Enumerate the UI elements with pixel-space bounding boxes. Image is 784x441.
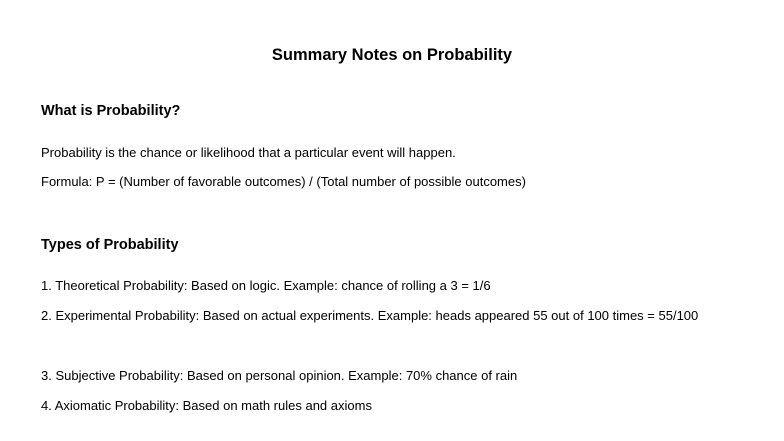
section-heading-what-is-probability: What is Probability? — [41, 103, 181, 119]
list-item-theoretical: 1. Theoretical Probability: Based on logic. Example: chance of rolling a 3 = 1/6 — [41, 278, 491, 293]
paragraph-definition: Probability is the chance or likelihood that a particular event will happen. — [41, 145, 456, 160]
list-item-experimental: 2. Experimental Probability: Based on actual experiments. Example: heads appeared 55 out of 100 times = 55/100 — [41, 308, 699, 323]
list-item-axiomatic: 4. Axiomatic Probability: Based on math rules and axioms — [41, 398, 372, 413]
section-heading-types-of-probability: Types of Probability — [41, 237, 179, 253]
list-item-subjective: 3. Subjective Probability: Based on personal opinion. Example: 70% chance of rain — [41, 368, 518, 383]
document-title: Summary Notes on Probability — [271, 46, 513, 64]
paragraph-formula: Formula: P = (Number of favorable outcomes) / (Total number of possible outcomes) — [41, 174, 526, 189]
